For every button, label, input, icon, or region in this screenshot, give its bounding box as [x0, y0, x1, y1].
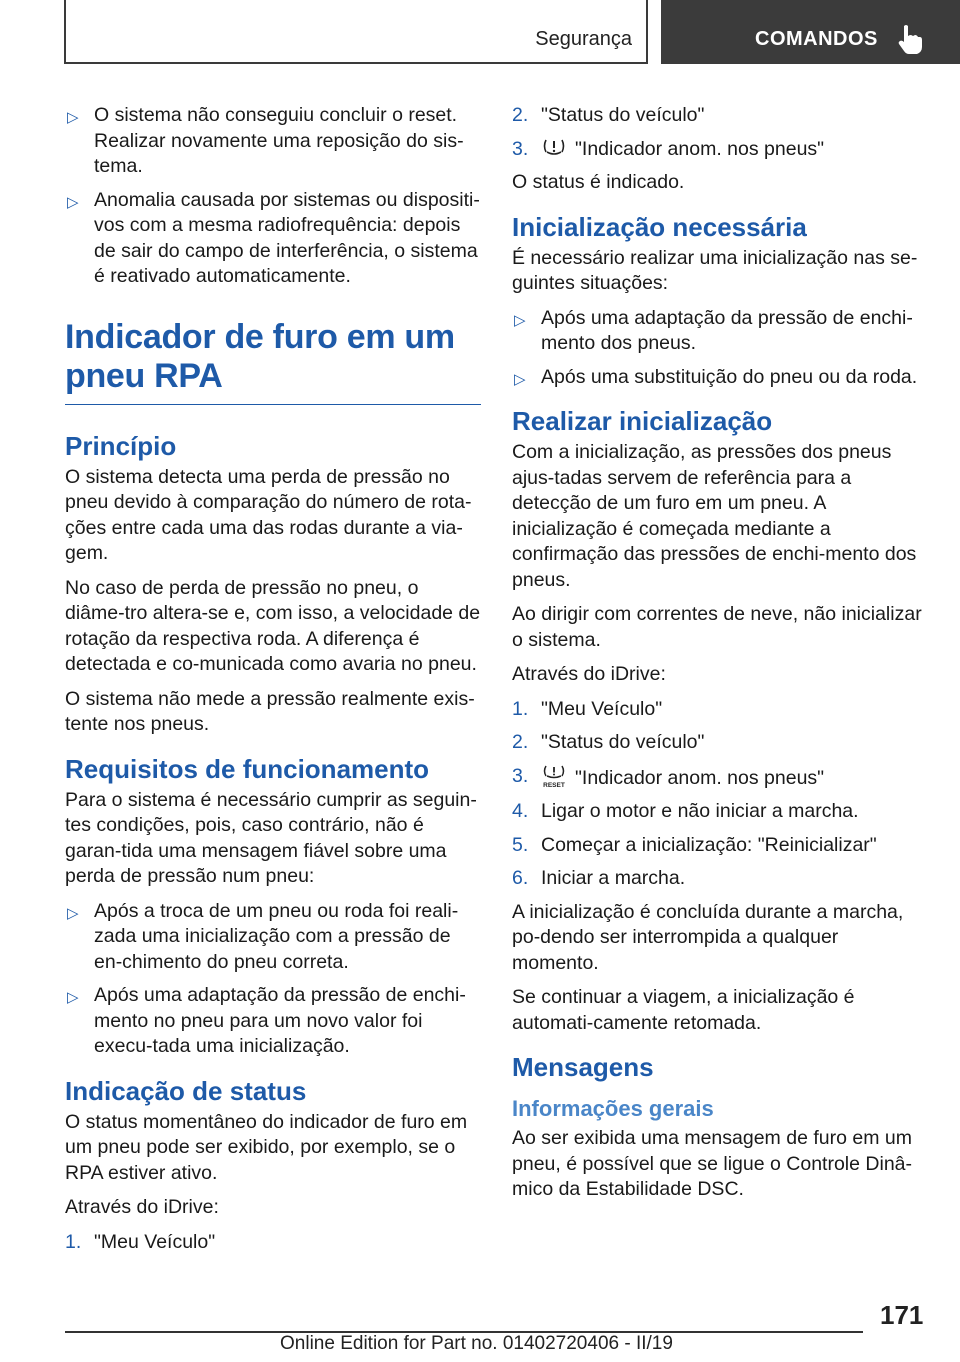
list-item: 2. "Status do veículo" — [512, 731, 705, 753]
paragraph: Com a inicialização, as pressões dos pneus ajus-tadas servem de referência para a detecção de um furo em um pneu. A inicialização é começada mediante a confirmação das pressões de enchi-mento dos pneus. — [512, 441, 917, 591]
bullet-list-requisitos — [65, 899, 481, 1060]
list-item: 1. "Meu Veículo" — [65, 1230, 216, 1253]
pointing-hand-icon — [897, 24, 923, 54]
bullet-list-reset — [65, 103, 481, 290]
heading-init-needed: Inicialização necessária — [512, 211, 807, 242]
heading-mensagens: Mensagens — [512, 1052, 654, 1082]
paragraph: Para o sistema é necessário cumprir as seguin-tes condições, pois, caso contrário, não é garan-tida uma mensagem fiável sobre uma perda de pressão num pneu: — [65, 788, 477, 887]
list-item: ▷ Após uma adaptação da pressão de enchi-mento dos pneus. — [514, 306, 913, 354]
header-section-title: Segurança — [535, 28, 632, 50]
heading-do-init: Realizar inicialização — [512, 406, 773, 436]
heading-principio: Princípio — [65, 430, 177, 461]
page-number: 171 — [880, 1300, 924, 1330]
triangle-bullet-icon: ▷ — [67, 989, 79, 1006]
numbered-list-status — [65, 1230, 481, 1256]
triangle-bullet-icon: ▷ — [67, 109, 79, 126]
header-chapter-title: COMANDOS — [755, 28, 878, 50]
header-section-box — [64, 0, 648, 64]
triangle-bullet-icon: ▷ — [67, 904, 79, 922]
list-item: 1. "Meu Veículo" — [512, 697, 663, 720]
triangle-bullet-icon: ▷ — [67, 193, 79, 211]
left-column — [65, 103, 481, 1263]
paragraph: Através do iDrive: — [65, 1196, 219, 1218]
paragraph: A inicialização é concluída durante a marcha, po-dendo ser interrompida a qualquer momento. — [512, 900, 904, 974]
tire-pressure-warning-icon — [541, 137, 567, 159]
list-item: 2. "Status do veículo" — [512, 104, 705, 126]
heading-requisitos: Requisitos de funcionamento — [65, 753, 430, 784]
paragraph: Através do iDrive: — [512, 663, 666, 685]
paragraph: O sistema detecta uma perda de pressão no pneu devido à comparação do número de rota-ções entre cada uma das rodas durante a via-gem. — [65, 465, 472, 564]
list-item: 3. RESET "Indicador anom. nos pneus" — [512, 764, 825, 789]
paragraph: No caso de perda de pressão no pneu, o diâme-tro altera-se e, com isso, a velocidade de rotação da respectiva roda. A diferença é detectada e co-municada como avaria no pneu. — [65, 576, 481, 675]
list-item: 6. Iniciar a marcha. — [512, 867, 686, 889]
bullet-list-init — [512, 306, 928, 391]
heading-indicacao: Indicação de status — [65, 1075, 307, 1106]
list-item: ▷ Anomalia causada por sistemas ou dispositi-vos com a mesma radiofrequência: depois de sair do campo de interferência, o sistema é reativado automaticamente. — [67, 188, 480, 287]
list-item: ▷ Após uma substituição do pneu ou da roda. — [512, 365, 928, 391]
list-item: ▷ Após a troca de um pneu ou roda foi reali-zada uma inicialização com a pressão de en-chimento do pneu correta. — [67, 899, 459, 973]
paragraph: O status momentâneo do indicador de furo em um pneu pode ser exibido, por exemplo, se o RPA estiver ativo. — [65, 1110, 468, 1184]
list-item: 5. Começar a inicialização: "Reinicializar" — [512, 833, 877, 856]
list-item: ▷ Após uma adaptação da pressão de enchi-mento no pneu para um novo valor foi execu-tada uma inicialização. — [67, 984, 466, 1057]
list-item: 3. "Indicador anom. nos pneus" — [512, 137, 825, 160]
paragraph: O sistema não mede a pressão realmente exis-tente nos pneus. — [65, 687, 475, 735]
triangle-bullet-icon: ▷ — [514, 311, 526, 329]
footer-edition: Online Edition for Part no. 01402720406 - II/19 — [280, 1333, 673, 1354]
tire-pressure-reset-icon — [541, 764, 567, 790]
header-chapter-tab — [661, 0, 960, 64]
triangle-bullet-icon: ▷ — [514, 370, 526, 388]
reset-label: RESET — [543, 781, 565, 789]
paragraph: Ao dirigir com correntes de neve, não inicializar o sistema. — [512, 603, 922, 651]
right-column — [512, 103, 928, 1212]
paragraph: Ao ser exibida uma mensagem de furo em um pneu, é possível que se ligue o Controle Dinâ-mico da Estabilidade DSC. — [512, 1127, 912, 1200]
numbered-list-init — [512, 697, 928, 892]
paragraph: O status é indicado. — [512, 171, 685, 193]
list-item: ▷ O sistema não conseguiu concluir o reset. Realizar novamente uma reposição do sis-tema. — [67, 104, 464, 177]
list-item: 4. Ligar o motor e não iniciar a marcha. — [512, 800, 859, 822]
chapter-heading: Indicador de furo em um pneu RPA — [65, 318, 481, 405]
paragraph: Se continuar a viagem, a inicialização é automati-camente retomada. — [512, 986, 855, 1034]
subheading-general-info: Informações gerais — [512, 1096, 714, 1121]
paragraph: É necessário realizar uma inicialização nas se-guintes situações: — [512, 246, 918, 294]
numbered-list-status-cont — [512, 103, 928, 162]
